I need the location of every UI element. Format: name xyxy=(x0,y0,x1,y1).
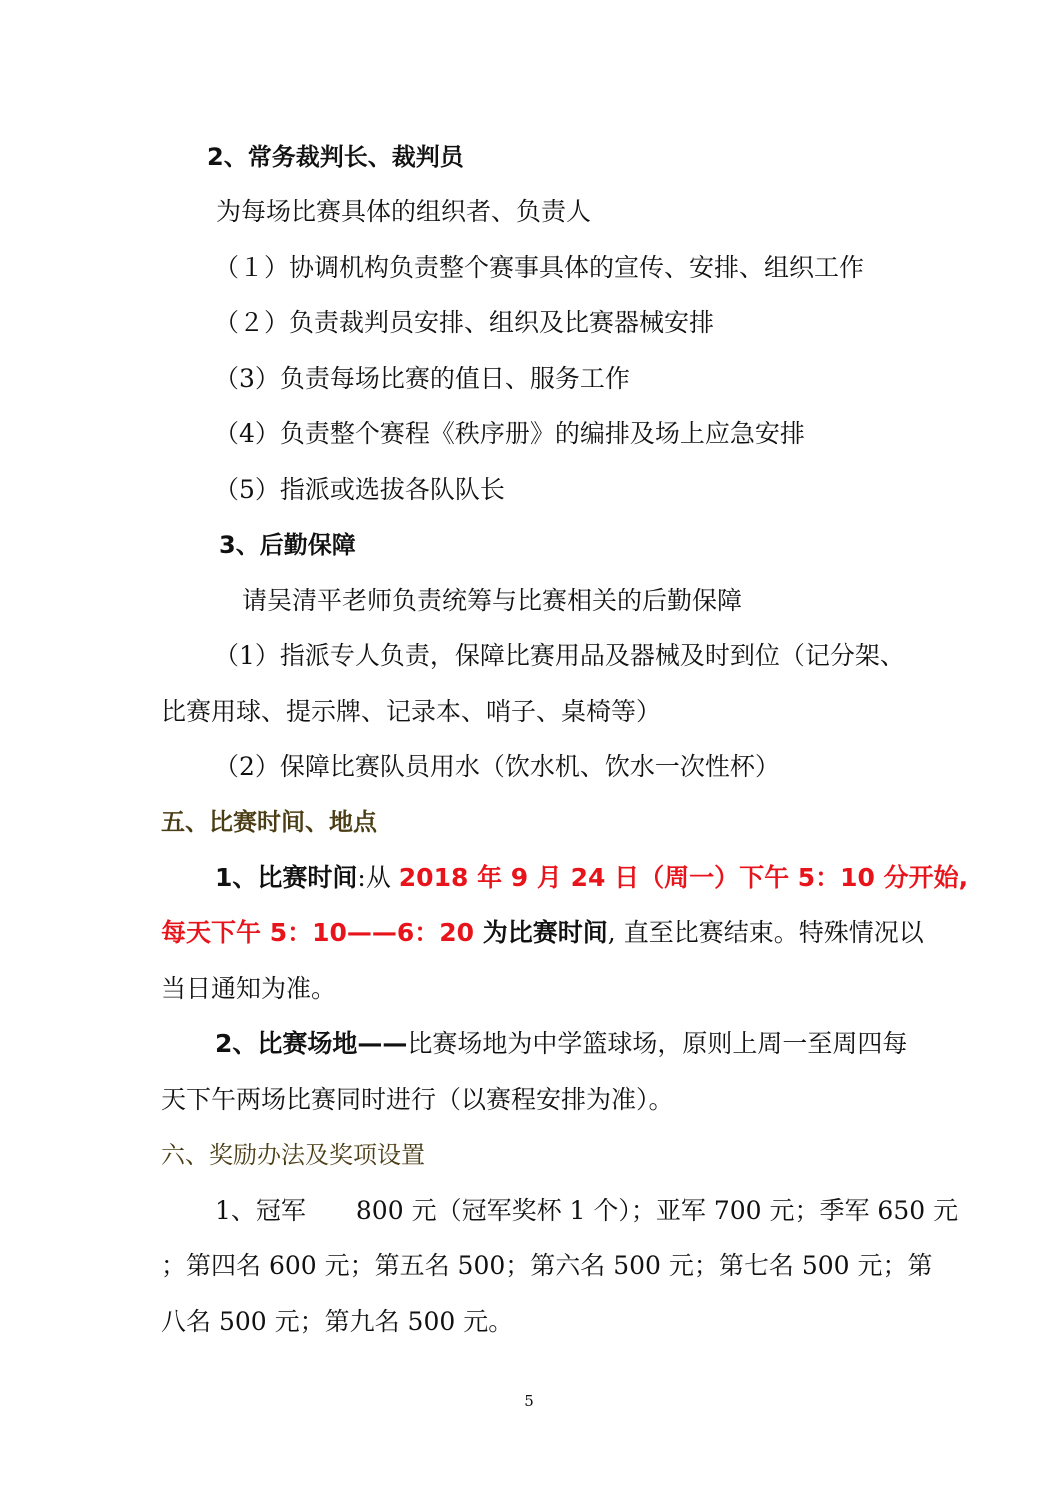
part-5-heading: 五、比赛时间、地点 xyxy=(161,808,377,836)
section-2-item-1: （１）协调机构负责整个赛事具体的宣传、安排、组织工作 xyxy=(214,253,865,282)
section-2-item-2: （２）负责裁判员安排、组织及比赛器械安排 xyxy=(214,308,715,337)
part-6-line-3: 八名 500 元；第九名 500 元。 xyxy=(161,1307,514,1336)
section-2-intro: 为每场比赛具体的组织者、负责人 xyxy=(216,197,592,226)
time-separator: :从 xyxy=(357,863,399,892)
section-3-item-1-line-2: 比赛用球、提示牌、记录本、哨子、桌椅等） xyxy=(161,697,662,726)
section-3-heading: 3、后勤保障 xyxy=(219,531,356,559)
section-2-item-3: （3）负责每场比赛的值日、服务工作 xyxy=(214,364,630,393)
section-2-item-4: （4）负责整个赛程《秩序册》的编排及场上应急安排 xyxy=(214,419,805,448)
time-label-2: 为比赛时间 xyxy=(482,918,608,947)
section-2-item-5: （5）指派或选拔各队队长 xyxy=(214,475,505,504)
part-6-heading: 六、奖励办法及奖项设置 xyxy=(161,1141,425,1169)
part-6-line-1: 1、冠军 800 元（冠军奖杯 1 个）；亚军 700 元；季军 650 元 xyxy=(215,1196,959,1225)
part-5-venue-line-2: 天下午两场比赛同时进行（以赛程安排为准）。 xyxy=(161,1085,674,1114)
section-3-intro: 请吴清平老师负责统筹与比赛相关的后勤保障 xyxy=(242,586,743,615)
part-5-venue-line-1 xyxy=(215,1027,907,1061)
part-5-time-line-1 xyxy=(215,861,968,895)
section-3-item-2: （2）保障比赛队员用水（饮水机、饮水一次性杯） xyxy=(214,752,780,781)
page-number: 5 xyxy=(524,1392,534,1410)
section-2-heading: 2、常务裁判长、裁判员 xyxy=(207,143,464,171)
section-3-item-1-line-1: （1）指派专人负责，保障比赛用品及器械及时到位（记分架、 xyxy=(214,641,905,670)
venue-label: 2、比赛场地—— xyxy=(215,1029,408,1058)
time-highlight-2: 每天下午 5：10——6：20 xyxy=(161,918,483,947)
part-5-time-line-3: 当日通知为准。 xyxy=(161,974,337,1003)
part-5-time-line-2 xyxy=(161,916,924,950)
time-label: 1、比赛时间 xyxy=(215,863,358,892)
venue-text: 比赛场地为中学篮球场，原则上周一至周四每 xyxy=(407,1029,908,1058)
time-rest: , 直至比赛结束。特殊情况以 xyxy=(607,918,924,947)
part-6-line-2: ；第四名 600 元；第五名 500；第六名 500 元；第七名 500 元；第 xyxy=(161,1251,933,1280)
time-highlight-1: 2018 年 9 月 24 日（周一）下午 5：10 分开始, xyxy=(398,863,969,892)
